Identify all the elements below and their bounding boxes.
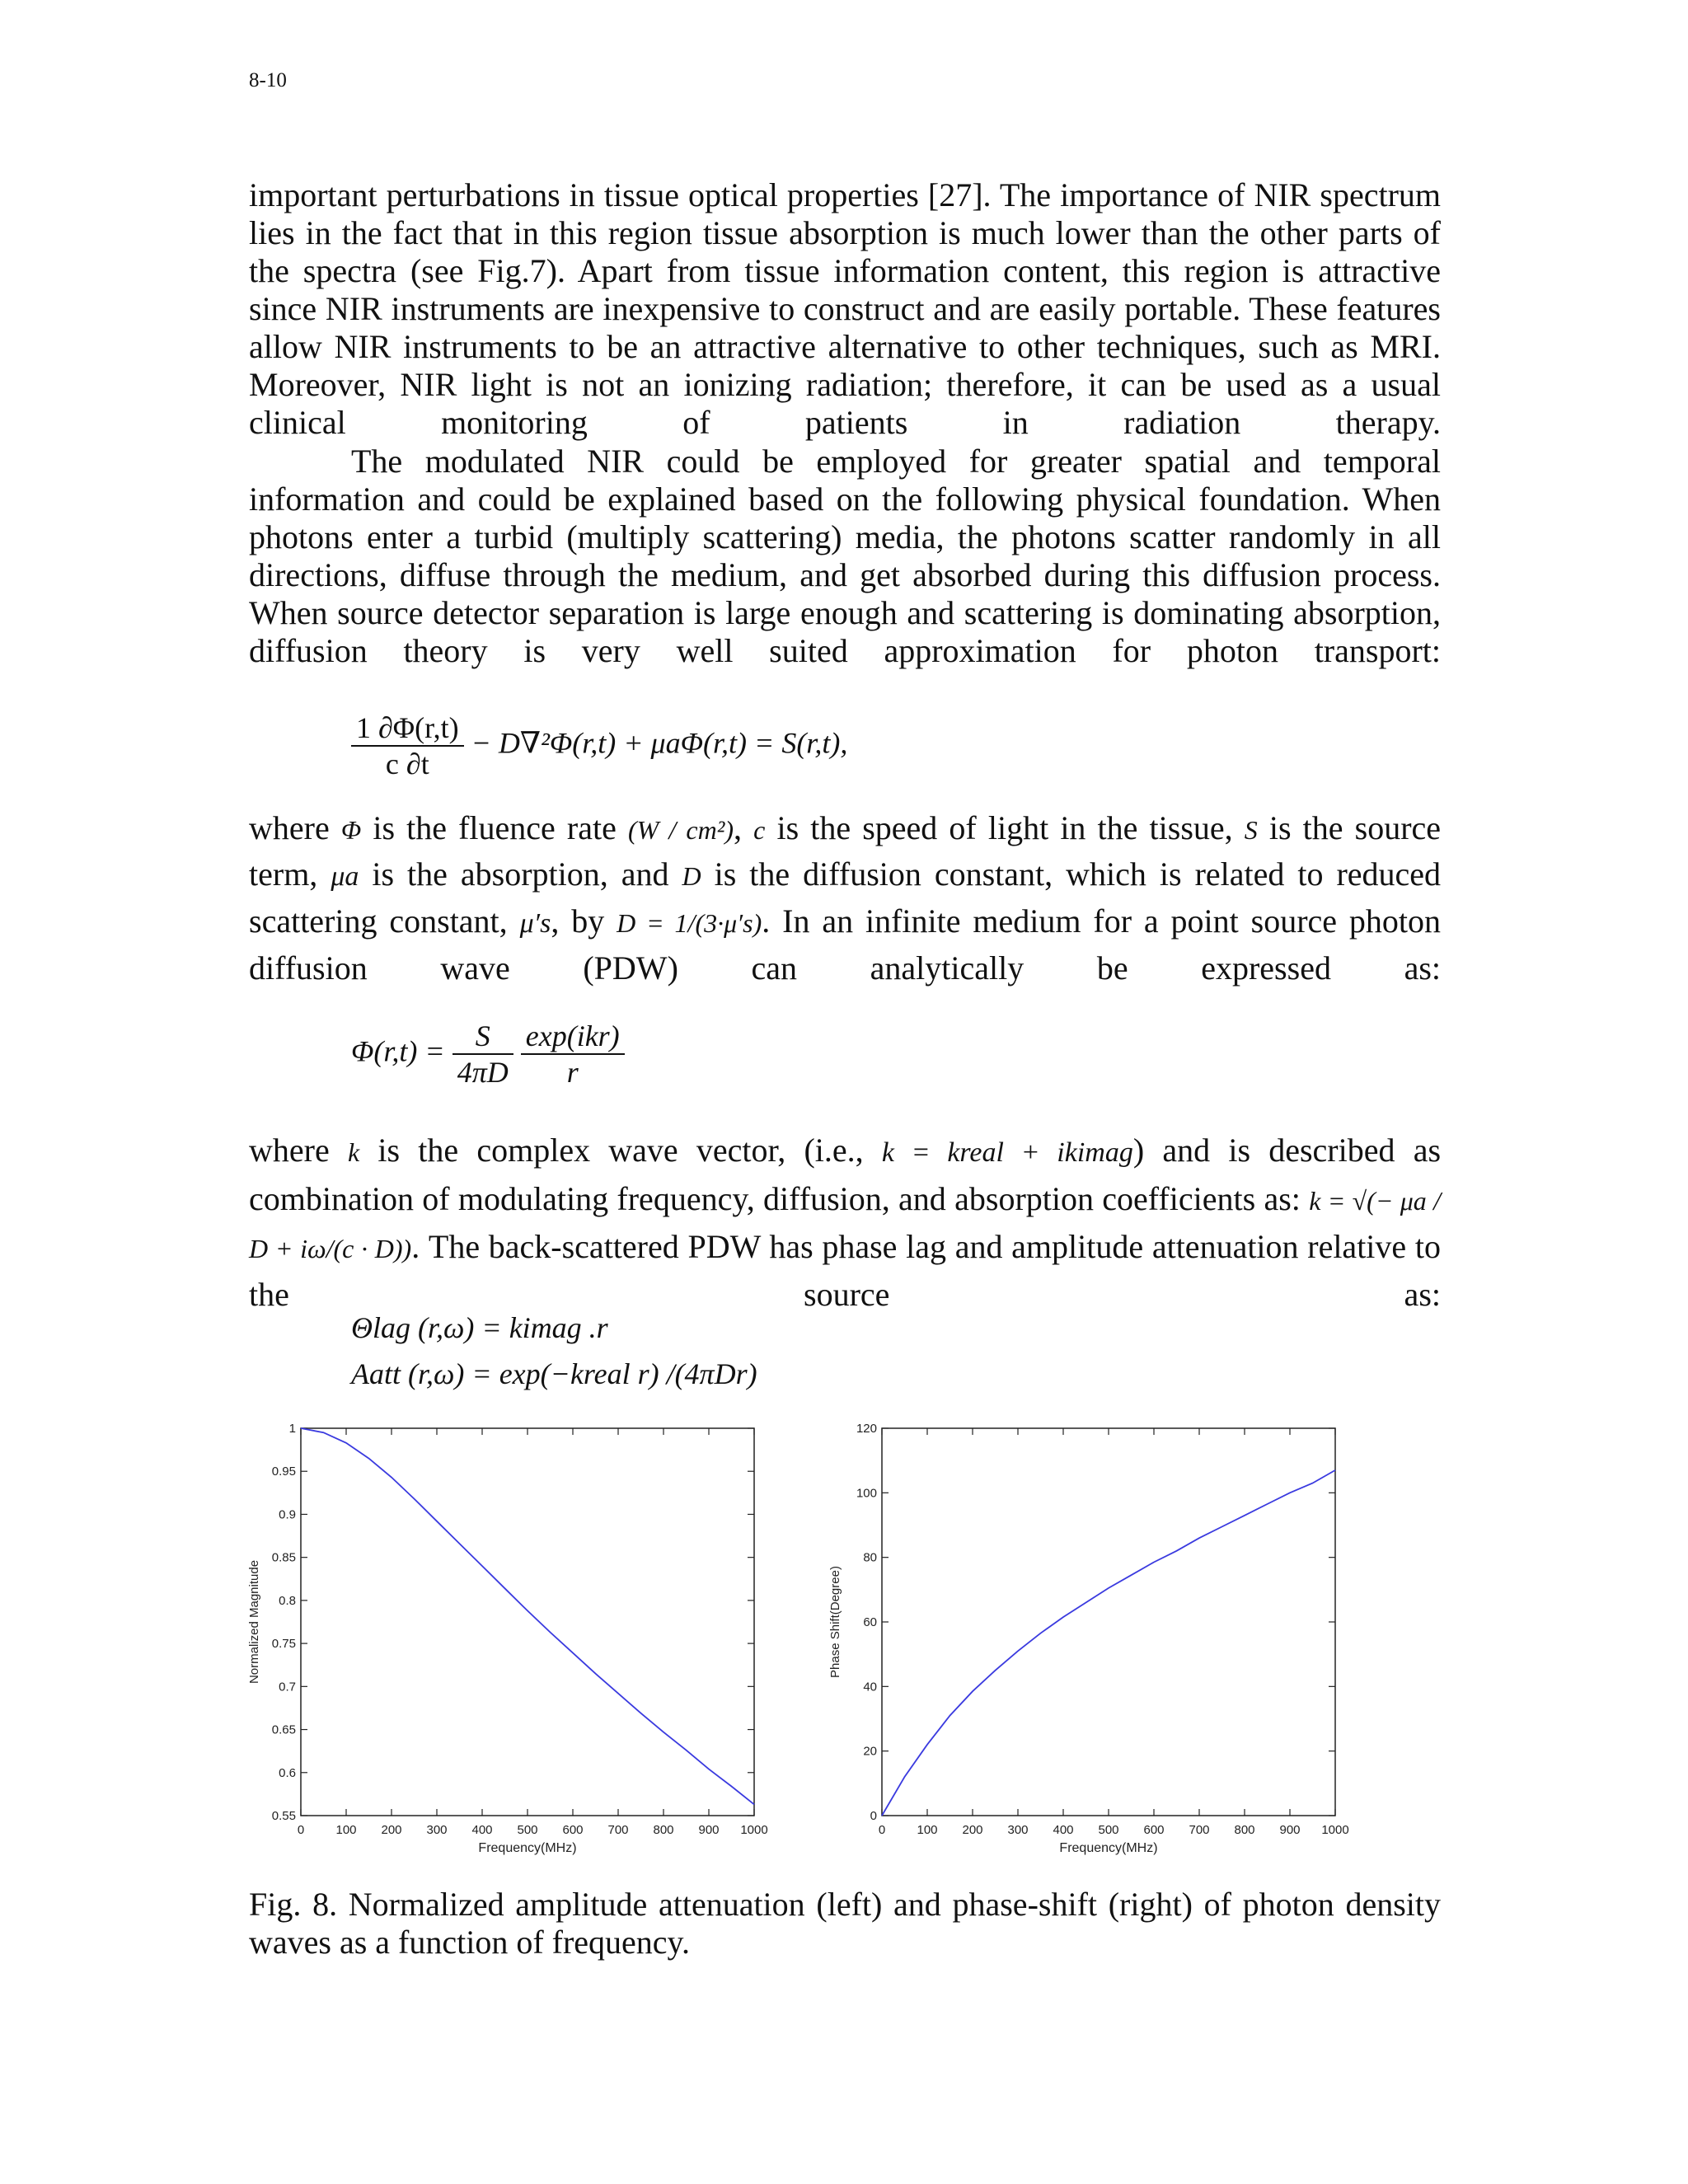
paragraph-1: important perturbations in tissue optical properties [27]. The importance of NIR spectrum lies in the fact that in this region tissue absorption is much lower than the other parts of the spectra (see Fig.7). Apart from tissue information content, this region is attractive since NIR instruments are inexpensive to construct and are easily portable. These features allow NIR instruments to be an attractive alternative to other techniques, such as MRI. Moreover, NIR light is not an ionizing radiation; therefore, it can be used as a usual clinical monitoring of patients in radiation therapy. <box>249 176 1441 441</box>
y-tick-label: 0 <box>870 1809 877 1823</box>
x-tick-label: 200 <box>381 1823 402 1837</box>
x-tick-label: 500 <box>1098 1823 1119 1837</box>
y-tick-label: 100 <box>856 1486 877 1501</box>
plot-area <box>882 1428 1335 1816</box>
y-tick-label: 80 <box>863 1550 877 1565</box>
x-tick-label: 300 <box>426 1823 448 1837</box>
eq2-fraction-2: $\frac{\text{exp(ikr)}}{r}$ <box>521 1019 625 1090</box>
equation-pdw: Φ(r,t) = $\frac{S}{4\pi D}$ $\frac{\text{exp(ikr)}}{r}$ <box>351 1019 625 1090</box>
x-tick-label: 300 <box>1007 1823 1029 1837</box>
y-axis-label: Phase Shift(Degree) <box>828 1566 842 1678</box>
x-tick-label: 0 <box>297 1823 305 1837</box>
x-axis-label: Frequency(MHz) <box>1059 1841 1158 1855</box>
x-tick-label: 200 <box>962 1823 983 1837</box>
y-tick-label: 0.55 <box>271 1809 296 1823</box>
y-tick-label: 0.65 <box>271 1722 296 1737</box>
y-tick-label: 1 <box>288 1422 296 1436</box>
x-tick-label: 800 <box>653 1823 674 1837</box>
eq2-fraction-1: $\frac{S}{4\pi D}$ <box>452 1019 513 1090</box>
y-tick-label: 20 <box>863 1744 877 1759</box>
x-tick-label: 0 <box>878 1823 886 1837</box>
equation-diffusion: $\frac{1 \partial\Phi(r,t)}{c \partial t}$ − D∇²Φ(r,t) + μaΦ(r,t) = S(r,t), <box>351 710 847 781</box>
equation-amplitude: Aatt (r,ω) = exp(−kreal r) /(4πDr) <box>351 1357 757 1390</box>
y-tick-label: 120 <box>856 1422 877 1436</box>
equation-phase-lag: Θlag (r,ω) = kimag .r <box>351 1311 608 1344</box>
plot-area <box>301 1428 754 1816</box>
y-tick-label: 0.95 <box>271 1465 296 1479</box>
paragraph-2: The modulated NIR could be employed for greater spatial and temporal information and could be explained based on the following physical foundation. When photons enter a turbid (multiply scattering) media, the photons scatter randomly in all directions, diffuse through the medium, and get absorbed during this diffusion process. When source detector separation is large enough and scattering is dominating absorption, diffusion theory is very well suited approximation for photon transport: <box>249 443 1441 669</box>
x-tick-label: 700 <box>1189 1823 1210 1837</box>
x-tick-label: 1000 <box>740 1823 768 1837</box>
y-tick-label: 0.75 <box>271 1637 296 1652</box>
x-tick-label: 400 <box>1053 1823 1074 1837</box>
y-tick-label: 0.9 <box>279 1507 296 1522</box>
y-tick-label: 0.7 <box>279 1680 296 1694</box>
x-tick-label: 700 <box>607 1823 629 1837</box>
eq1-fraction: $\frac{1 \partial\Phi(r,t)}{c \partial t}$ <box>351 710 464 781</box>
figure-caption: Fig. 8. Normalized amplitude attenuation (left) and phase-shift (right) of photon density waves as a function of frequency. <box>249 1886 1441 1961</box>
y-tick-label: 0.8 <box>279 1593 296 1608</box>
page-number: 8-10 <box>249 69 287 91</box>
x-tick-label: 100 <box>335 1823 357 1837</box>
paragraph-3: where Φ is the fluence rate (W / cm²), c is the speed of light in the tissue, S is the source term, μa is the absorption, and D is the diffusion constant, which is related to reduced scattering constant, μ′s, by D = 1/(3·μ′s). In an infinite medium for a point source photon diffusion wave (PDW) can analytically be expressed as: <box>249 809 1442 987</box>
y-tick-label: 40 <box>863 1680 877 1694</box>
paragraph-4: where k is the complex wave vector, (i.e., k = kreal + ikimag) and is described as combination of modulating frequency, diffusion, and absorption coefficients as: k = √(− μa / D + iω/(c · D)). The back-scattered PDW has phase lag and amplitude attenuation relative to the source as: <box>249 1132 1442 1313</box>
x-tick-label: 900 <box>698 1823 720 1837</box>
x-tick-label: 100 <box>917 1823 938 1837</box>
y-tick-label: 0.6 <box>279 1765 296 1780</box>
x-tick-label: 900 <box>1279 1823 1301 1837</box>
x-tick-label: 500 <box>517 1823 538 1837</box>
y-tick-label: 60 <box>863 1615 877 1629</box>
chart-normalized-magnitude <box>239 1413 799 1863</box>
x-tick-label: 400 <box>471 1823 493 1837</box>
x-tick-label: 800 <box>1234 1823 1255 1837</box>
y-axis-label: Normalized Magnitude <box>247 1559 261 1685</box>
x-tick-label: 600 <box>1143 1823 1165 1837</box>
x-axis-label: Frequency(MHz) <box>478 1841 577 1855</box>
y-tick-label: 0.85 <box>271 1550 296 1565</box>
chart-phase-shift <box>824 1413 1368 1863</box>
x-tick-label: 1000 <box>1321 1823 1349 1837</box>
x-tick-label: 600 <box>562 1823 584 1837</box>
